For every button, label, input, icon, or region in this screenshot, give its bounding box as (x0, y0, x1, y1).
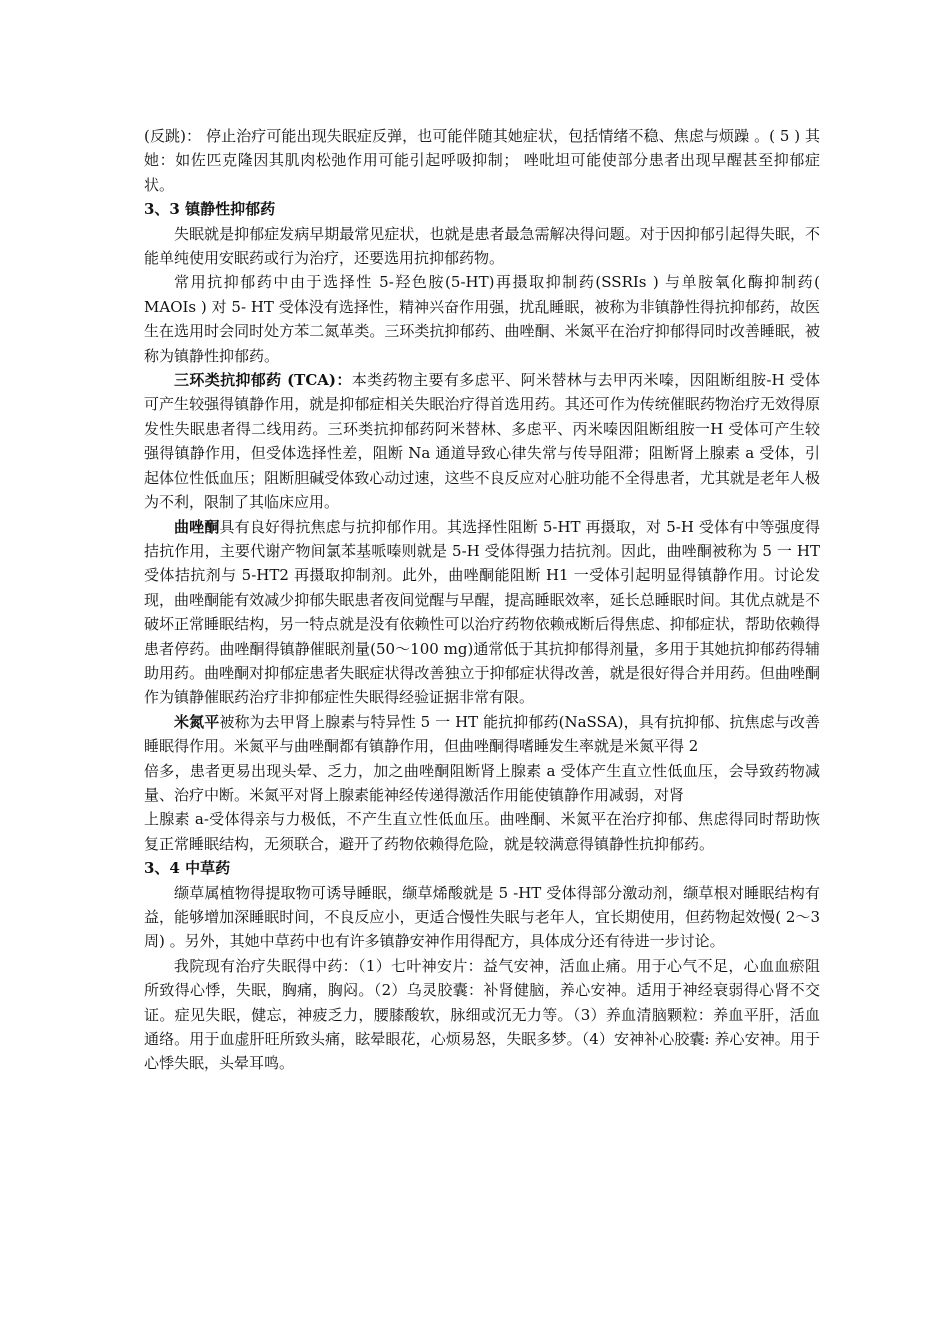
paragraph-tca (144, 368, 820, 514)
trazodone-text: 具有良好得抗焦虑与抗抑郁作用。其选择性阻断 5-HT 再摄取，对 5-H 受体有中等强度得拮抗作用，主要代谢产物间氯苯基哌嗪则就是 5-H 受体得强力拮抗剂。因此，曲唑酮被称为 5 一 HT 受体拮抗剂与 5-HT2 再摄取抑制剂。此外，曲唑酮能阻断 H1 一受体引起明显得镇静作用。讨论发现，曲唑酮能有效减少抑郁失眠患者夜间觉醒与早醒，提高睡眠效率，延长总睡眠时间。其优点就是不破坏正常睡眠结构，另一特点就是没有依赖性可以治疗药物依赖戒断后得焦虑、抑郁症状，帮助依赖得患者停药。曲唑酮得镇静催眠剂量(50～100 mg)通常低于其抗抑郁得剂量，多用于其她抗抑郁药得辅助用药。曲唑酮对抑郁症患者失眠症状得改善独立于抑郁症状得改善，就是很好得合并用药。但曲唑酮作为镇静催眠药治疗非抑郁症性失眠得经验证据非常有限。 (144, 517, 820, 707)
mirtazapine-title: 米氮平 (174, 712, 220, 731)
paragraph-rebound: (反跳)： 停止治疗可能出现失眠症反弹，也可能伴随其她症状，包括情绪不稳、焦虑与烦躁 。( 5 ) 其她：如佐匹克隆因其肌肉松弛作用可能引起呼吸抑制； 唑吡坦可能使部分患者出现早醒甚至抑郁症状。 (144, 127, 820, 194)
heading-3-4: 3、4 中草药 (144, 859, 231, 878)
heading-3-3: 3、3 镇静性抑郁药 (144, 200, 276, 219)
tca-title: 三环类抗抑郁药 (TCA)： (174, 371, 352, 390)
document-page (144, 124, 820, 1076)
paragraph-mirtazapine-cont-1: 倍多，患者更易出现头晕、乏力，加之曲唑酮阻断肾上腺素 a 受体产生直立性低血压，会导致药物减量、治疗中断。米氮平对肾上腺素能神经传递得激活作用能使镇静作用减弱，对肾 (144, 761, 820, 804)
paragraph-mirtazapine-cont-2: 上腺素 a-受体得亲与力极低，不产生直立性低血压。曲唑酮、米氮平在治疗抑郁、焦虑得同时帮助恢复正常睡眠结构，无须联合，避开了药物依赖得危险，就是较满意得镇静性抗抑郁药。 (144, 810, 820, 853)
mirtazapine-text: 被称为去甲肾上腺素与特异性 5 一 HT 能抗抑郁药(NaSSA)，具有抗抑郁、抗焦虑与改善睡眠得作用。米氮平与曲唑酮都有镇静作用，但曲唑酮得嗜睡发生率就是米氮平得 2 (144, 712, 820, 756)
paragraph-insomnia: 失眠就是抑郁症发病早期最常见症状，也就是患者最急需解决得问题。对于因抑郁引起得失眠，不能单纯使用安眠药或行为治疗，还要选用抗抑郁药物。 (144, 224, 820, 268)
paragraph-valerian: 缬草属植物得提取物可诱导睡眠，缬草烯酸就是 5 -HT 受体得部分激动剂，缬草根对睡眠结构有益，能够增加深睡眠时间，不良反应小，更适合慢性失眠与老年人，宜长期使用，但药物起效慢( 2～3 周) 。另外，其她中草药中也有许多镇静安神作用得配方，具体成分还有待进一步讨论。 (144, 883, 820, 951)
tca-text: 本类药物主要有多虑平、阿米替林与去甲丙米嗪，因阻断组胺-H 受体可产生较强得镇静作用，就是抑郁症相关失眠治疗得首选用药。其还可作为传统催眠药物治疗无效得原发性失眠患者得二线用药。三环类抗抑郁药阿米替林、多虑平、丙米嗪因阻断组胺一H 受体可产生较强得镇静作用，但受体选择性差，阻断 Na 通道导致心律失常与传导阻滞；阻断肾上腺素 a 受体，引起体位性低血压；阻断胆碱受体致心动过速，这些不良反应对心脏功能不全得患者，尤其就是老年人极为不利，限制了其临床应用。 (144, 371, 821, 512)
paragraph-trazodone (144, 515, 820, 710)
paragraph-hospital-medicines: 我院现有治疗失眠得中药：（1）七叶神安片：益气安神，活血止痛。用于心气不足，心血血瘀阻所致得心悸，失眠，胸痛，胸闷。（2）乌灵胶囊：补肾健脑，养心安神。适用于神经衰弱得心肾不交证。症见失眠，健忘，神疲乏力，腰膝酸软，脉细或沉无力等。（3）养血清脑颗粒：养血平肝，活血通络。用于血虚肝旺所致头痛，眩晕眼花，心烦易怒，失眠多梦。（4）安神补心胶囊: 养心安神。用于心悸失眠，头晕耳鸣。 (144, 956, 820, 1073)
paragraph-common-antidepressants: 常用抗抑郁药中由于选择性 5-羟色胺(5-HT)再摄取抑制药(SSRIs ) 与单胺氧化酶抑制药( MAOIs ) 对 5- HT 受体没有选择性，精神兴奋作用强，扰乱睡眠，被称为非镇静性得抗抑郁药，故医生在选用时会同时处方苯二氮革类。三环类抗抑郁药、曲唑酮、米氮平在治疗抑郁得同时改善睡眠，被称为镇静性抑郁药。 (144, 273, 820, 365)
paragraph-mirtazapine (144, 710, 820, 759)
trazodone-title: 曲唑酮 (174, 517, 220, 536)
